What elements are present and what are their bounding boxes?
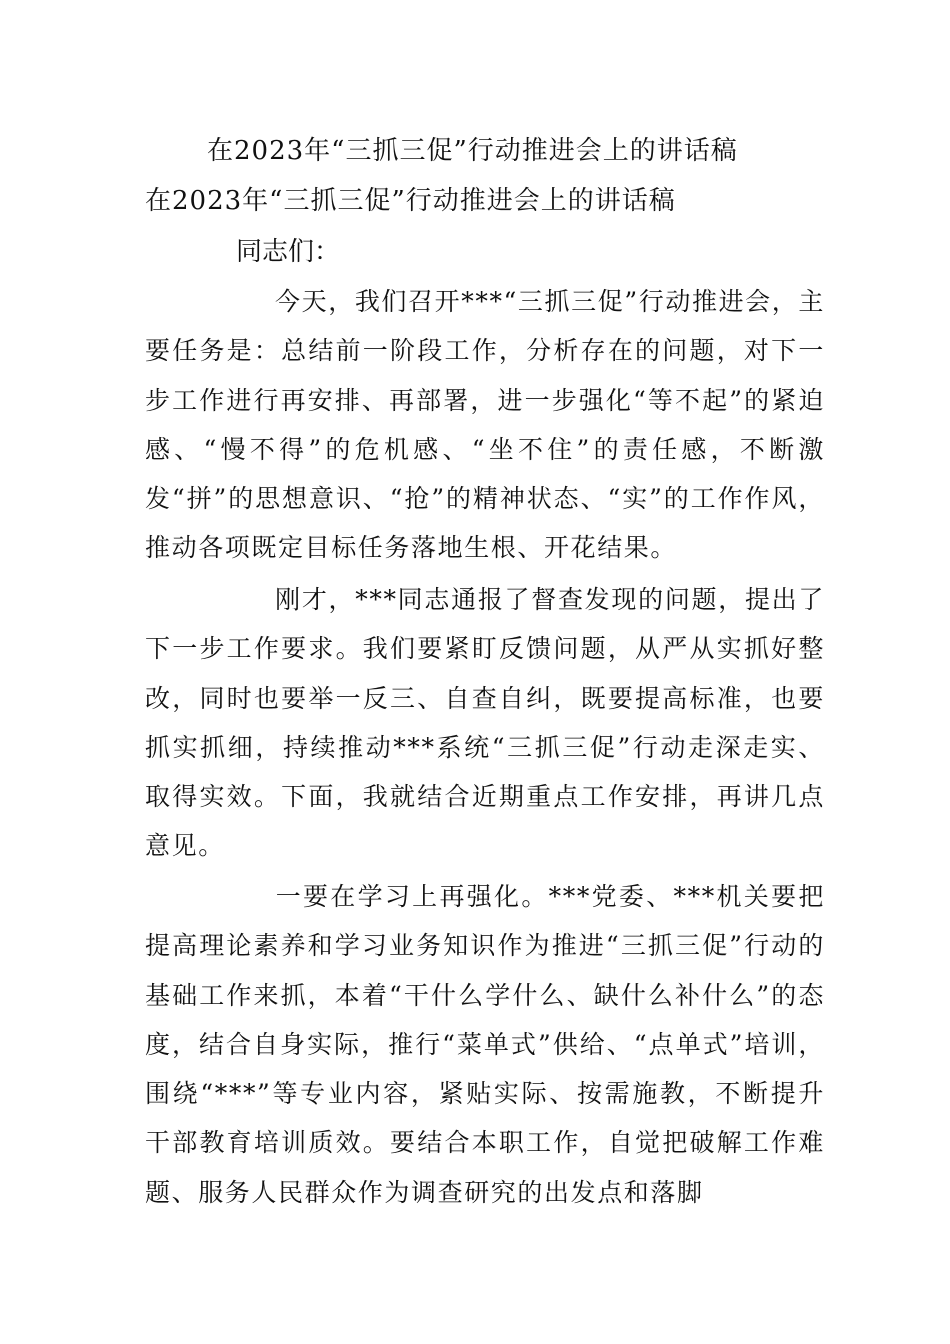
paragraph-1: [145, 277, 825, 573]
paragraph-3-text: 一要在学习上再强化。***党委、***机关要把提高理论素养和学习业务知识作为推进“三抓三促”行动的基础工作来抓，本着“干什么学什么、缺什么补什么”的态度，结合自身实际，推行“菜单式”供给、“点单式”培训，围绕“***”等专业内容，紧贴实际、按需施教，不断提升干部教育培训质效。要结合本职工作，自觉把破解工作难题、服务人民群众作为调查研究的出发点和落脚: [145, 882, 825, 1207]
document-title-top: 在2023年“三抓三促”行动推进会上的讲话稿: [207, 136, 738, 166]
paragraph-1-text: 今天，我们召开***“三抓三促”行动推进会，主要任务是：总结前一阶段工作，分析存在的问题，对下一步工作进行再安排、再部署，进一步强化“等不起”的紧迫感、“慢不得”的危机感、“坐不住”的责任感，不断激发“拼”的思想意识、“抢”的精神状态、“实”的工作作风，推动各项既定目标任务落地生根、开花结果。: [145, 287, 825, 563]
paragraph-2: [145, 575, 825, 871]
salutation: 同志们：: [236, 237, 341, 267]
paragraph-3: [145, 872, 825, 1217]
paragraph-2-text: 刚才，***同志通报了督查发现的问题，提出了下一步工作要求。我们要紧盯反馈问题，从严从实抓好整改，同时也要举一反三、自查自纠，既要提高标准，也要抓实抓细，持续推动***系统“三抓三促”行动走深走实、取得实效。下面，我就结合近期重点工作安排，再讲几点意见。: [145, 585, 825, 861]
document-title-main: 在2023年“三抓三促”行动推进会上的讲话稿: [145, 186, 676, 216]
